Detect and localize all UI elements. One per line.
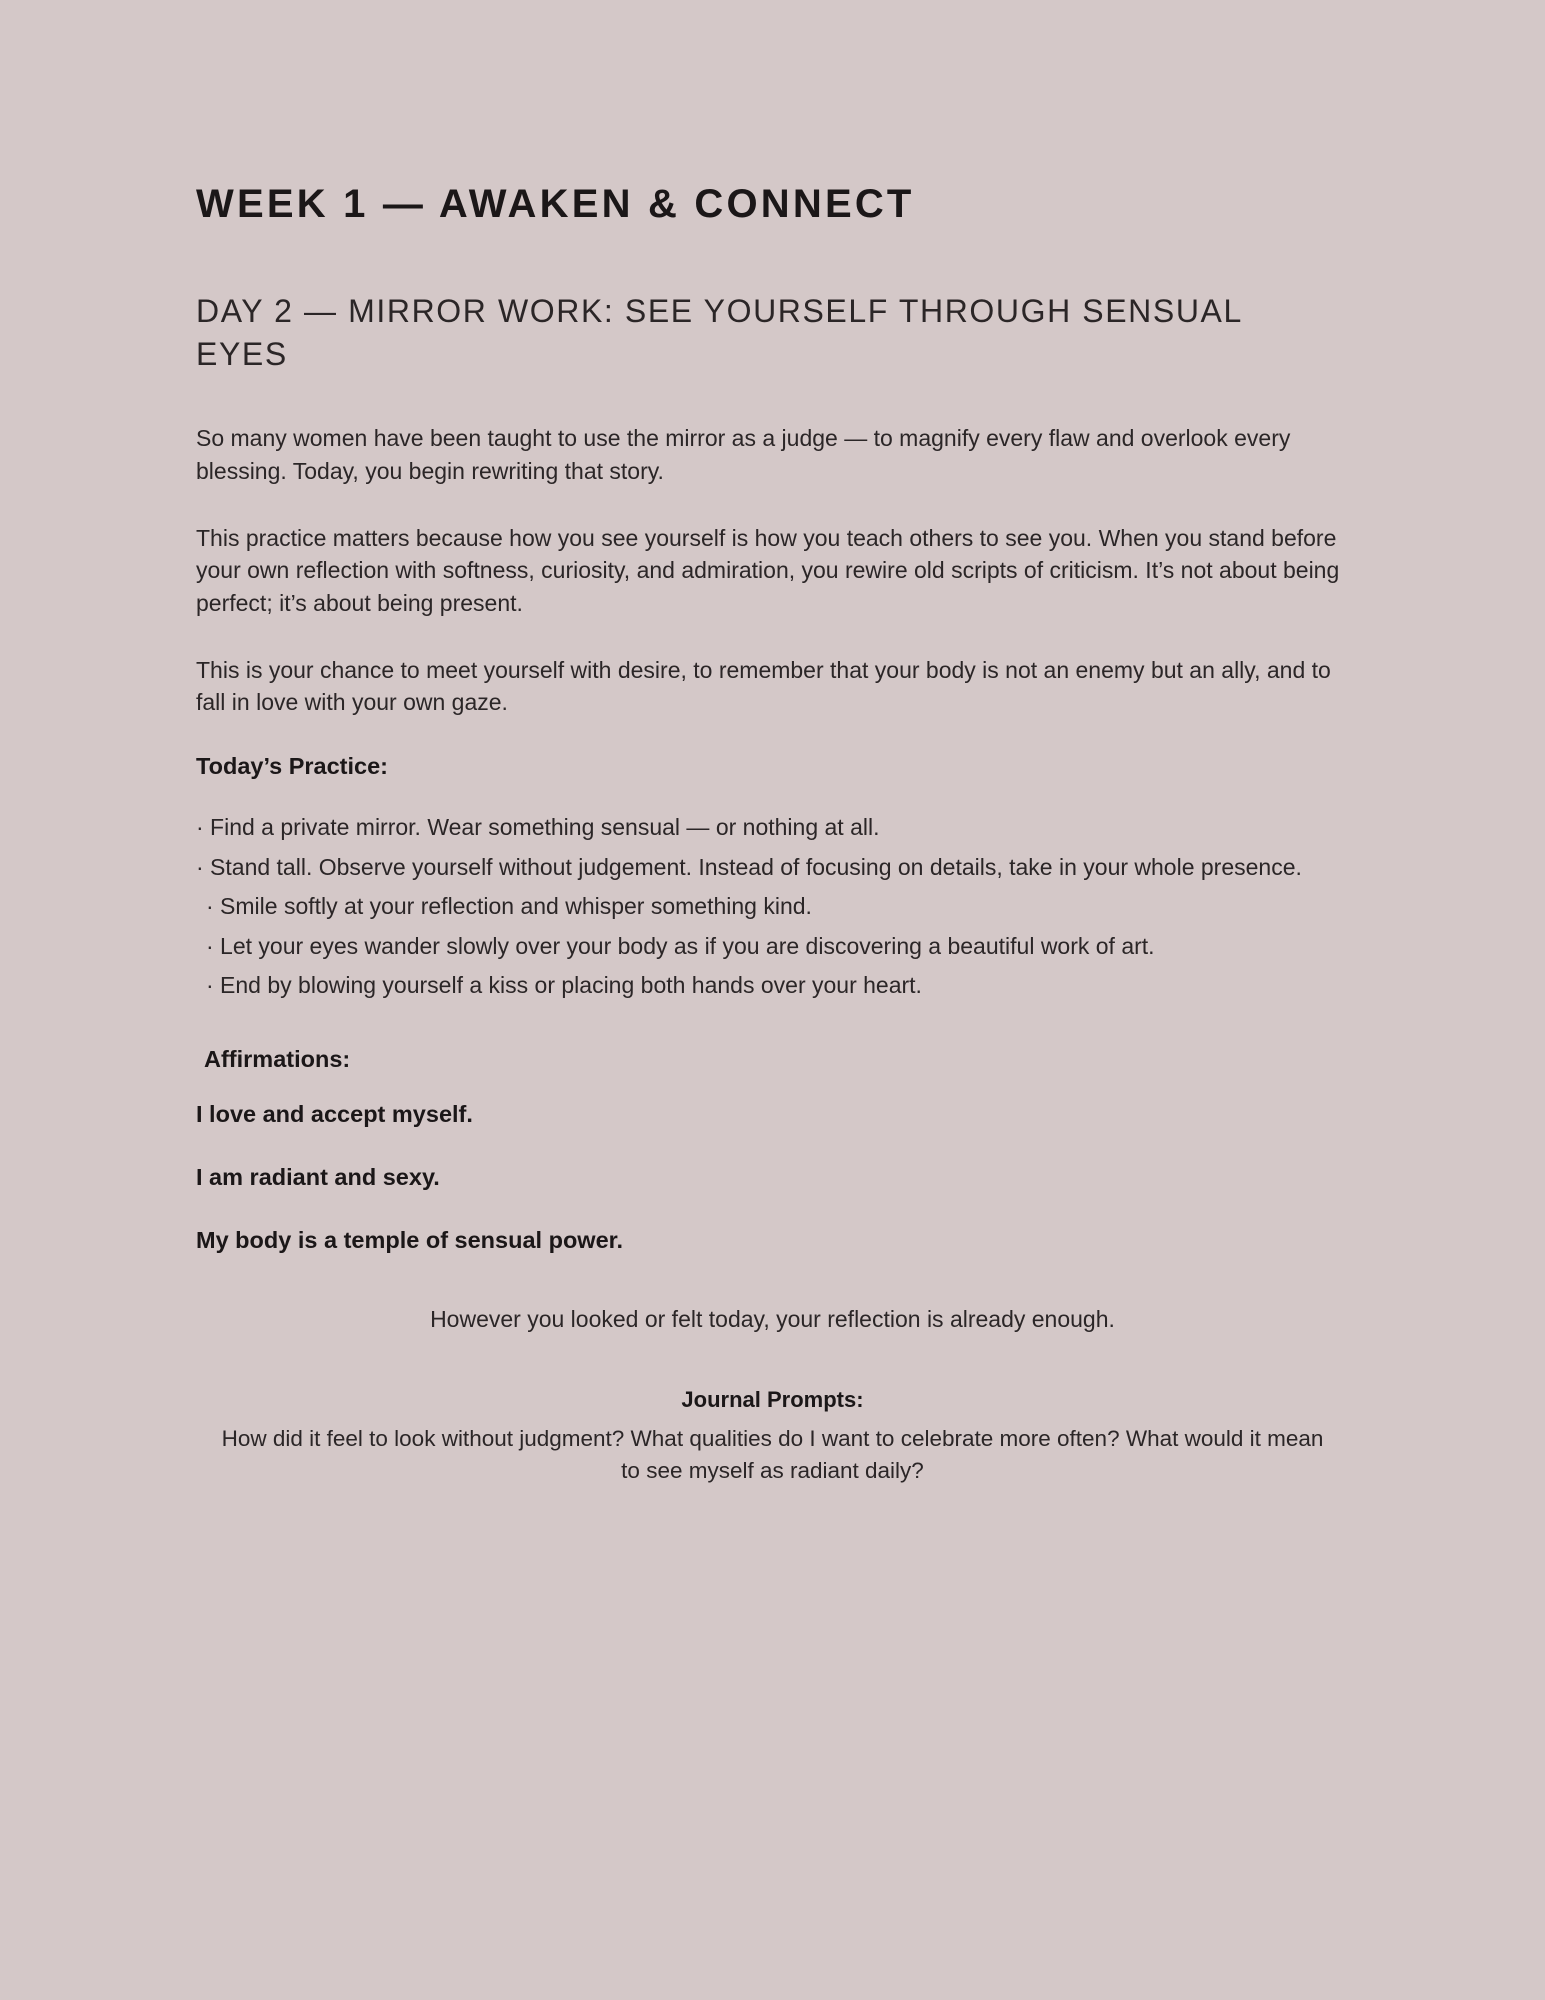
list-item: · Stand tall. Observe yourself without judgement. Instead of focusing on details, take in your whole presence. — [196, 853, 1302, 880]
intro-paragraph-2: This practice matters because how you see yourself is how you teach others to see you. When you stand before your own reflection with softness, curiosity, and admiration, you rewire old scripts of criticism. It’s not about being perfect; it’s about being present. — [196, 524, 1340, 616]
closing-line: However you looked or felt today, your reflection is already enough. — [430, 1305, 1115, 1332]
list-item: · Smile softly at your reflection and whisper something kind. — [206, 893, 812, 920]
journal-prompts-heading: Journal Prompts: — [681, 1386, 864, 1412]
affirmation-line: My body is a temple of sensual power. — [196, 1226, 624, 1253]
list-item: · End by blowing yourself a kiss or placing both hands over your heart. — [206, 972, 922, 999]
intro-paragraph-1: So many women have been taught to use the mirror as a judge — to magnify every flaw and overlook every blessing. Today, you begin rewriting that story. — [196, 425, 1291, 485]
affirmation-line: I am radiant and sexy. — [196, 1163, 440, 1190]
affirmation-line: I love and accept myself. — [196, 1100, 473, 1127]
practice-heading: Today’s Practice: — [196, 752, 388, 779]
page-title: WEEK 1 — AWAKEN & CONNECT — [196, 182, 915, 226]
list-item: · Let your eyes wander slowly over your body as if you are discovering a beautiful work of art. — [206, 932, 1155, 959]
journal-prompts-text: How did it feel to look without judgment? What qualities do I want to celebrate more often? What would it mean to see myself as radiant daily? — [221, 1425, 1324, 1484]
affirmations-heading: Affirmations: — [204, 1045, 351, 1072]
day-subtitle: DAY 2 — MIRROR WORK: SEE YOURSELF THROUGH SENSUAL EYES — [196, 293, 1242, 373]
list-item: · Find a private mirror. Wear something sensual — or nothing at all. — [196, 813, 880, 840]
practice-list — [196, 808, 1349, 1006]
intro-paragraph-3: This is your chance to meet yourself with desire, to remember that your body is not an enemy but an ally, and to fall in love with your own gaze. — [196, 656, 1331, 716]
